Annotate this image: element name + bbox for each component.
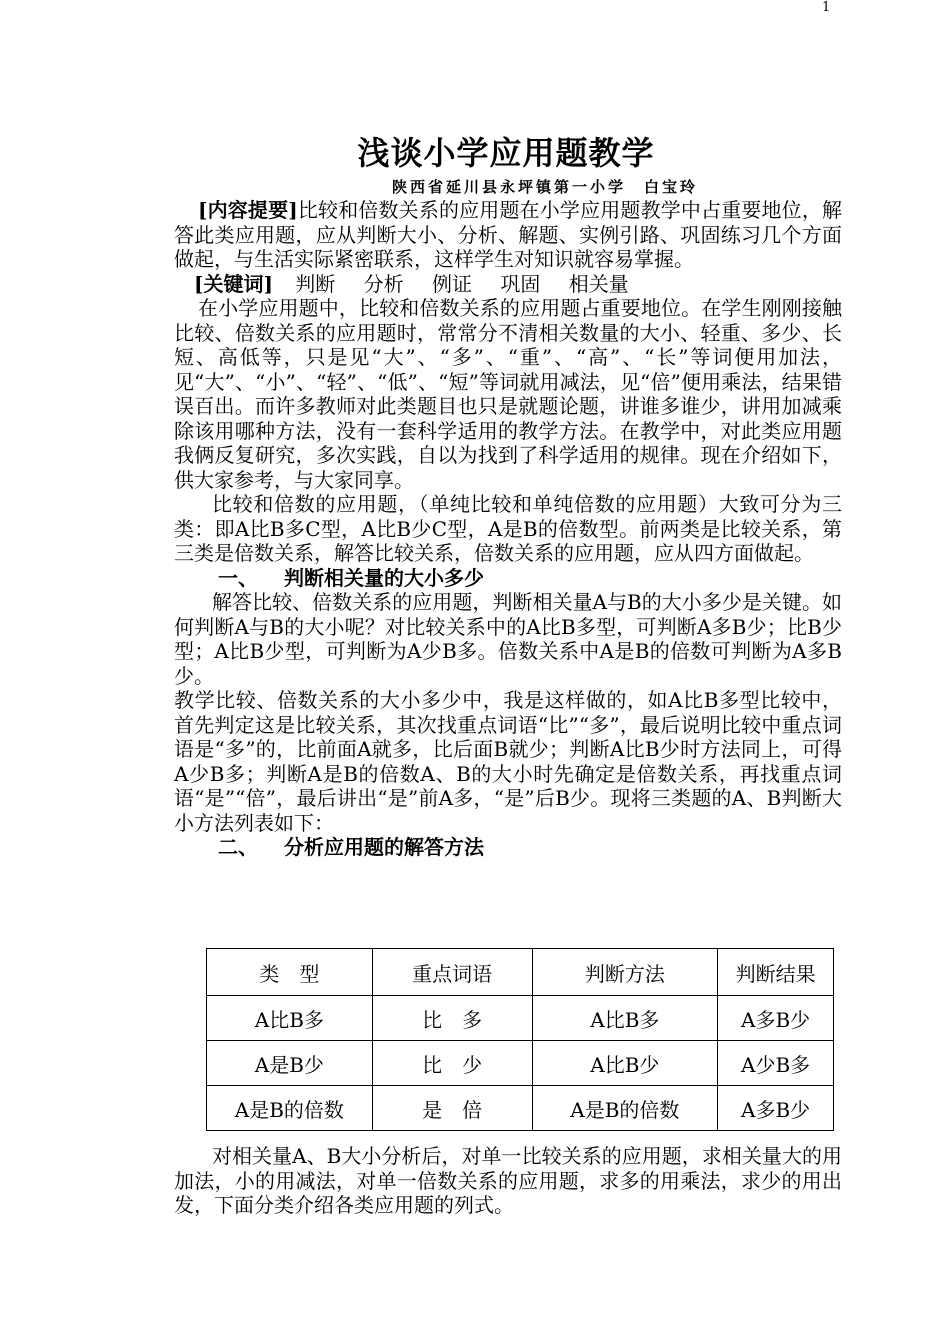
keyword-item: 例证 (432, 271, 473, 296)
abstract-paragraph (174, 198, 842, 272)
intro-paragraph: 在小学应用题中，比较和倍数关系的应用题占重要地位。在学生刚刚接触比较、倍数关系的应用题时，常常分不清相关数量的大小、轻重、多少、长短、高低等，只是见“大”、“多”、“重”、“高”、“长”等词便用加法，见“大”、“小”、“轻”、“低”、“短”等词就用减法，见“倍”便用乘法，结果错误百出。而许多教师对此类题目也只是就题论题，讲谁多谁少，讲用加减乘除该用哪种方法，没有一套科学适用的教学方法。在教学中，对此类应用题我俩反复研究，多次实践，自以为找到了科学适用的规律。现在介绍如下，供大家参考，与大家同享。 (174, 296, 842, 492)
body-text-lower (174, 1144, 842, 1218)
section-heading-1 (174, 566, 842, 591)
table-cell: A是B的倍数 (532, 1086, 718, 1131)
table-cell: A比B少 (532, 1041, 718, 1086)
keyword-item: 巩固 (500, 271, 541, 296)
page-number: 1 (822, 0, 831, 15)
abstract-label: [内容提要] (198, 198, 298, 222)
author-line: 陕西省延川县永坪镇第一小学 白宝玲 (392, 178, 699, 196)
table-cell: A比B多 (207, 996, 373, 1041)
table-header-cell: 判断结果 (718, 949, 834, 996)
table-cell: A比B多 (532, 996, 718, 1041)
body-text-upper (174, 198, 842, 860)
document-title: 浅谈小学应用题教学 (357, 134, 655, 172)
section-title: 判断相关量的大小多少 (284, 565, 484, 590)
table-header-cell: 类 型 (207, 949, 373, 996)
section-number: 一、 (218, 565, 258, 590)
keyword-item: 分析 (363, 271, 404, 296)
table-cell: A多B少 (718, 1086, 834, 1131)
table-row (207, 1041, 834, 1086)
judgment-table (206, 948, 834, 1131)
table-cell: A是B少 (207, 1041, 373, 1086)
keywords-label: [关键词] (194, 271, 273, 296)
section-number: 二、 (218, 835, 258, 859)
table-row (207, 1086, 834, 1131)
section-heading-2 (174, 835, 842, 860)
abstract-text: 比较和倍数关系的应用题在小学应用题教学中占重要地位，解答此类应用题，应从判断大小、分析、解题、实例引路、巩固练习几个方面做起，与生活实际紧密联系，这样学生对知识就容易掌握。 (174, 198, 842, 271)
teaching-paragraph: 教学比较、倍数关系的大小多少中，我是这样做的，如A比B多型比较中，首先判定这是比较关系，其次找重点词语“比”“多”，最后说明比较中重点词语是“多”的，比前面A就多，比后面B就少；判断A比B少时方法同上，可得A少B多；判断A是B的倍数A、B的大小时先确定是倍数关系，再找重点词语“是”“倍”，最后讲出“是”前A多，“是”后B少。现将三类题的A、B判断大小方法列表如下： (174, 688, 842, 835)
judgment-paragraph: 解答比较、倍数关系的应用题，判断相关量A与B的大小多少是关键。如何判断A与B的大小呢？对比较关系中的A比B多型，可判断A多B少；比B少型；A比B少型，可判断为A少B多。倍数关系中A是B的倍数可判断为A多B少。 (174, 590, 842, 688)
table-cell: 比 少 (372, 1041, 532, 1086)
table-cell: A少B多 (718, 1041, 834, 1086)
keywords-line (174, 272, 842, 297)
table-cell: 是 倍 (372, 1086, 532, 1131)
table-header-cell: 判断方法 (532, 949, 718, 996)
table-cell: A多B少 (718, 996, 834, 1041)
table-cell: A是B的倍数 (207, 1086, 373, 1131)
classification-paragraph: 比较和倍数的应用题，（单纯比较和单纯倍数的应用题）大致可分为三类：即A比B多C型，A比B少C型，A是B的倍数型。前两类是比较关系，第三类是倍数关系，解答比较关系，倍数关系的应用题，应从四方面做起。 (174, 492, 842, 565)
table-header-cell: 重点词语 (372, 949, 532, 996)
table-header-row (207, 949, 834, 996)
section-title: 分析应用题的解答方法 (284, 835, 484, 859)
keyword-item: 判断 (295, 271, 336, 296)
keyword-item: 相关量 (568, 271, 629, 296)
method-paragraph: 对相关量A、B大小分析后，对单一比较关系的应用题，求相关量大的用加法，小的用减法，对单一倍数关系的应用题，求多的用乘法，求少的用出发，下面分类介绍各类应用题的列式。 (174, 1144, 842, 1217)
table-row (207, 996, 834, 1041)
table-cell: 比 多 (372, 996, 532, 1041)
